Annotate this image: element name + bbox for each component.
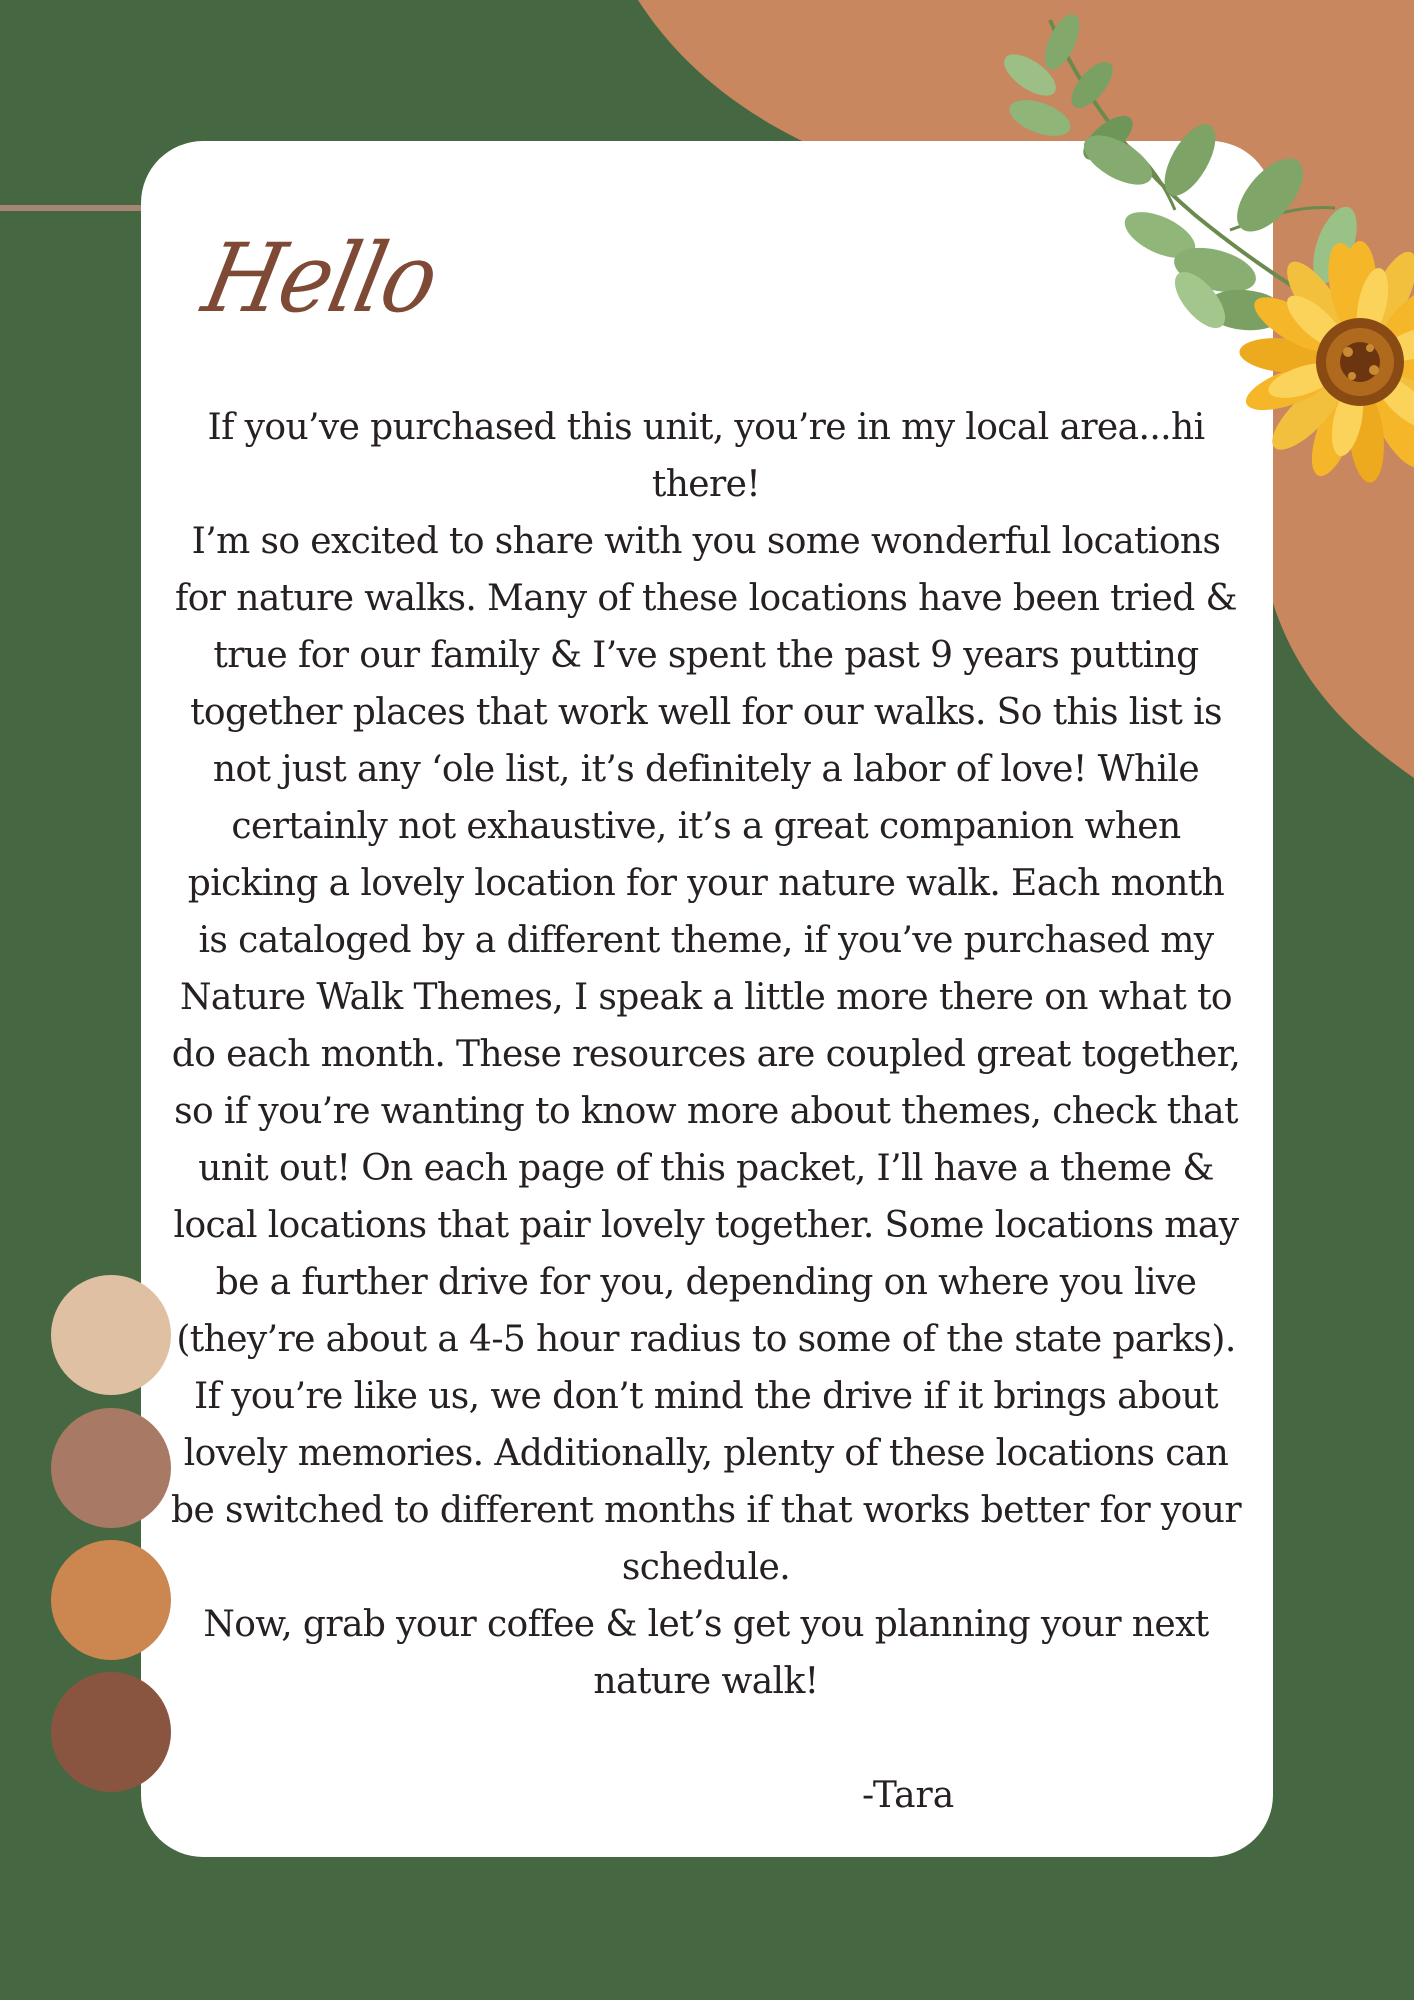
color-swatch-orange: [51, 1540, 171, 1660]
greeting-heading: Hello: [194, 222, 447, 334]
color-swatch-brown: [51, 1672, 171, 1792]
main-paragraph: I’m so excited to share with you some wonderful locations for nature walks. Many of these locations have been tried & true for our family & I’ve spent the past 9 years putting together places that work well for our walks. So this list is not just any ‘ole list, it’s definitely a labor of love! While certainly not exhaustive, it’s a great companion when picking a lovely location for your nature walk. Each month is cataloged by a different theme, if you’ve purchased my Nature Walk Themes, I speak a little more there on what to do each month. These resources are coupled great together, so if you’re wanting to know more about themes, check that unit out! On each page of this packet, I’ll have a theme & local locations that pair lovely together. Some locations may be a further drive for you, depending on where you live (they’re about a 4-5 hour radius to some of the state parks). If you’re like us, we don’t mind the drive if it brings about lovely memories. Additionally, plenty of these locations can be switched to different months if that works better for your schedule.: [171, 521, 1241, 1588]
closing-paragraph: Now, grab your coffee & let’s get you planning your next nature walk!: [203, 1604, 1209, 1702]
letter-body: [170, 399, 1242, 1710]
color-swatch-sand: [51, 1275, 171, 1395]
intro-paragraph: If you’ve purchased this unit, you’re in my local area...hi there!: [207, 407, 1205, 505]
color-swatch-mauve: [51, 1408, 171, 1528]
signature: -Tara: [862, 1775, 955, 1816]
